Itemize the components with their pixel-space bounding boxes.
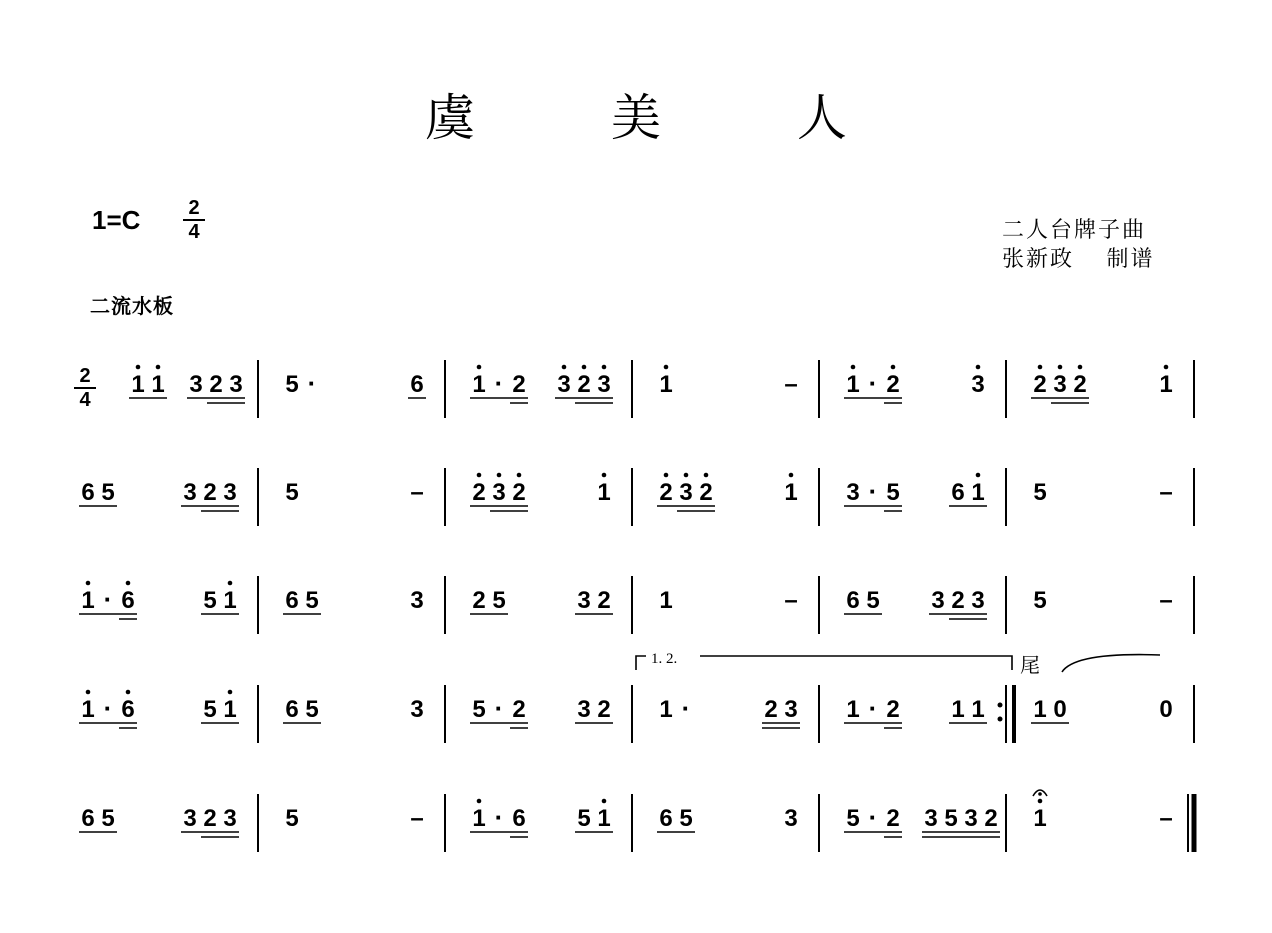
augmentation-dot: · — [681, 693, 691, 723]
note: 1 — [223, 696, 237, 723]
note: 6 — [285, 587, 299, 614]
note-dash: – — [1159, 479, 1173, 506]
slur — [1062, 655, 1160, 672]
note: 1 — [81, 587, 95, 614]
fine-label: 尾 — [1020, 653, 1040, 677]
augmentation-dot: · — [103, 693, 113, 723]
note: 6 — [285, 696, 299, 723]
note: 1 — [846, 696, 860, 723]
note: 6 — [121, 587, 135, 614]
note: 2 — [472, 587, 486, 614]
octave-dot — [602, 473, 607, 478]
note: 5 — [203, 587, 217, 614]
note: 3 — [183, 479, 197, 506]
note: 3 — [223, 479, 237, 506]
note: 6 — [121, 696, 135, 723]
note: 5 — [866, 587, 880, 614]
volta-label: 1. 2. — [651, 651, 678, 667]
volta-bracket-line — [700, 656, 1012, 670]
note: 3 — [846, 479, 860, 506]
octave-dot — [582, 365, 587, 370]
note: 2 — [984, 805, 998, 832]
note: 3 — [223, 805, 237, 832]
note: 0 — [1053, 696, 1067, 723]
note: 6 — [659, 805, 673, 832]
note: 1 — [1033, 696, 1047, 723]
octave-dot — [497, 473, 502, 478]
note: 2 — [886, 696, 900, 723]
fermata-dot — [1038, 792, 1042, 796]
octave-dot — [602, 799, 607, 804]
note: 6 — [81, 805, 95, 832]
note: 5 — [944, 805, 958, 832]
octave-dot — [976, 365, 981, 370]
credit-source: 二人台牌子曲 — [1002, 217, 1147, 242]
note-dash: – — [1159, 587, 1173, 614]
note: 2 — [512, 696, 526, 723]
tempo-marking: 二流水板 — [90, 296, 174, 318]
note: 1 — [1033, 805, 1047, 832]
note: 3 — [557, 371, 571, 398]
note: 5 — [679, 805, 693, 832]
note: 1 — [472, 371, 486, 398]
augmentation-dot: · — [868, 693, 878, 723]
note: 3 — [183, 805, 197, 832]
note: 6 — [512, 805, 526, 832]
note: 5 — [101, 805, 115, 832]
note: 3 — [924, 805, 938, 832]
note: 2 — [203, 479, 217, 506]
augmentation-dot: · — [494, 693, 504, 723]
note-dash: – — [784, 587, 798, 614]
note: 2 — [512, 479, 526, 506]
octave-dot — [976, 473, 981, 478]
inline-time-signature-top: 2 — [79, 365, 91, 387]
octave-dot — [851, 365, 856, 370]
note: 5 — [577, 805, 591, 832]
inline-time-signature-bottom: 4 — [79, 389, 91, 411]
note: 2 — [659, 479, 673, 506]
note: 3 — [964, 805, 978, 832]
note: 2 — [203, 805, 217, 832]
note: 1 — [131, 371, 145, 398]
note: 5 — [472, 696, 486, 723]
volta-bracket-start — [636, 656, 646, 670]
octave-dot — [86, 690, 91, 695]
note: 5 — [285, 371, 299, 398]
note: 2 — [951, 587, 965, 614]
note: 2 — [209, 371, 223, 398]
augmentation-dot: · — [494, 802, 504, 832]
octave-dot — [228, 581, 233, 586]
octave-dot — [684, 473, 689, 478]
octave-dot — [789, 473, 794, 478]
note-dash: – — [1159, 805, 1173, 832]
note: 3 — [1053, 371, 1067, 398]
octave-dot — [156, 365, 161, 370]
note: 6 — [951, 479, 965, 506]
note: 2 — [699, 479, 713, 506]
octave-dot — [1058, 365, 1063, 370]
note: 6 — [81, 479, 95, 506]
octave-dot — [517, 473, 522, 478]
note: 2 — [512, 371, 526, 398]
note: 2 — [597, 696, 611, 723]
note: 5 — [285, 479, 299, 506]
repeat-dot — [998, 717, 1003, 722]
note: 1 — [472, 805, 486, 832]
note: 5 — [886, 479, 900, 506]
note: 1 — [784, 479, 798, 506]
note: 2 — [472, 479, 486, 506]
note: 5 — [492, 587, 506, 614]
augmentation-dot: · — [868, 368, 878, 398]
note: 1 — [659, 696, 673, 723]
note: 3 — [229, 371, 243, 398]
augmentation-dot: · — [494, 368, 504, 398]
note: 5 — [101, 479, 115, 506]
note: 5 — [846, 805, 860, 832]
octave-dot — [562, 365, 567, 370]
note-dash: – — [410, 479, 424, 506]
octave-dot — [1038, 365, 1043, 370]
octave-dot — [891, 365, 896, 370]
augmentation-dot: · — [868, 476, 878, 506]
note: 2 — [597, 587, 611, 614]
repeat-dot — [998, 703, 1003, 708]
note: 3 — [577, 587, 591, 614]
note: 5 — [305, 696, 319, 723]
note: 1 — [846, 371, 860, 398]
note: 5 — [305, 587, 319, 614]
note: 1 — [151, 371, 165, 398]
note: 5 — [1033, 587, 1047, 614]
note: 3 — [784, 805, 798, 832]
time-signature-bottom: 4 — [188, 221, 200, 243]
note: 3 — [410, 587, 424, 614]
note: 5 — [203, 696, 217, 723]
note: 3 — [492, 479, 506, 506]
note: 1 — [659, 371, 673, 398]
note: 3 — [931, 587, 945, 614]
note: 1 — [597, 805, 611, 832]
note: 3 — [679, 479, 693, 506]
note: 1 — [951, 696, 965, 723]
note-dash: – — [410, 805, 424, 832]
note: 2 — [1073, 371, 1087, 398]
octave-dot — [664, 365, 669, 370]
note: 2 — [764, 696, 778, 723]
note: 2 — [577, 371, 591, 398]
note: 1 — [1159, 371, 1173, 398]
octave-dot — [477, 473, 482, 478]
page-title: 虞 美 人 — [425, 89, 907, 147]
note: 3 — [410, 696, 424, 723]
note: 1 — [597, 479, 611, 506]
key-signature: 1=C — [92, 205, 141, 235]
note: 3 — [189, 371, 203, 398]
note: 6 — [846, 587, 860, 614]
note: 1 — [81, 696, 95, 723]
note: 1 — [971, 696, 985, 723]
time-signature-top: 2 — [188, 197, 200, 219]
octave-dot — [1038, 799, 1043, 804]
note-dash: – — [784, 371, 798, 398]
note: 5 — [1033, 479, 1047, 506]
octave-dot — [602, 365, 607, 370]
note: 3 — [577, 696, 591, 723]
note: 1 — [659, 587, 673, 614]
note: 3 — [784, 696, 798, 723]
octave-dot — [86, 581, 91, 586]
note: 1 — [971, 479, 985, 506]
credit-arranger: 张新政 制谱 — [1002, 246, 1155, 271]
octave-dot — [1078, 365, 1083, 370]
octave-dot — [477, 799, 482, 804]
note: 1 — [223, 587, 237, 614]
octave-dot — [477, 365, 482, 370]
note: 2 — [1033, 371, 1047, 398]
octave-dot — [126, 690, 131, 695]
octave-dot — [1164, 365, 1169, 370]
octave-dot — [664, 473, 669, 478]
note: 3 — [597, 371, 611, 398]
note: 2 — [886, 805, 900, 832]
augmentation-dot: · — [868, 802, 878, 832]
octave-dot — [228, 690, 233, 695]
octave-dot — [136, 365, 141, 370]
augmentation-dot: · — [307, 368, 317, 398]
octave-dot — [704, 473, 709, 478]
note: 0 — [1159, 696, 1173, 723]
note: 2 — [886, 371, 900, 398]
augmentation-dot: · — [103, 584, 113, 614]
note: 5 — [285, 805, 299, 832]
note: 3 — [971, 371, 985, 398]
octave-dot — [126, 581, 131, 586]
note: 3 — [971, 587, 985, 614]
note: 6 — [410, 371, 424, 398]
